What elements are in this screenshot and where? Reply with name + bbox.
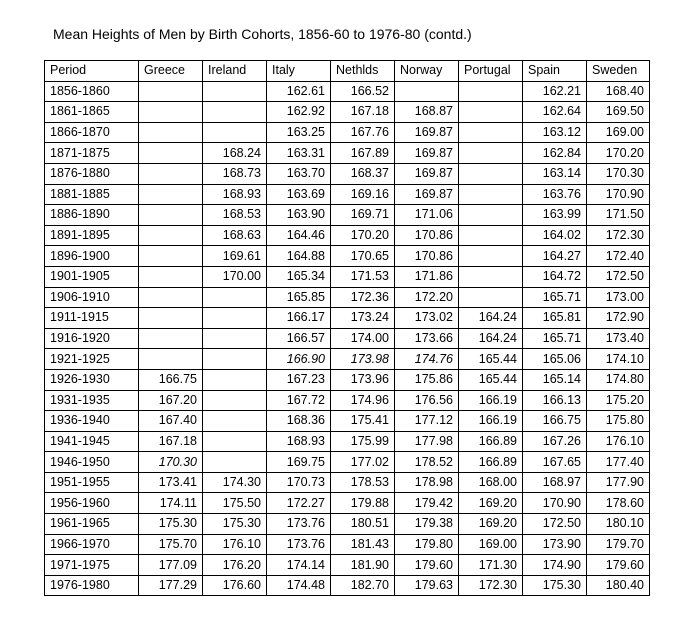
height-cell: 177.98 xyxy=(395,431,459,452)
height-cell: 168.00 xyxy=(459,472,523,493)
period-cell: 1931-1935 xyxy=(45,390,139,411)
heights-table xyxy=(44,60,650,596)
height-cell: 169.87 xyxy=(395,184,459,205)
height-cell: 169.87 xyxy=(395,143,459,164)
table-row xyxy=(45,575,650,596)
height-cell: 179.60 xyxy=(395,555,459,576)
height-cell: 175.30 xyxy=(203,514,267,535)
height-cell xyxy=(139,81,203,102)
height-cell: 168.93 xyxy=(267,431,331,452)
height-cell: 175.50 xyxy=(203,493,267,514)
height-cell xyxy=(139,184,203,205)
height-cell: 166.13 xyxy=(523,390,587,411)
height-cell: 180.40 xyxy=(587,575,650,596)
height-cell xyxy=(203,369,267,390)
height-cell xyxy=(139,266,203,287)
height-cell: 164.46 xyxy=(267,225,331,246)
height-cell: 176.20 xyxy=(203,555,267,576)
height-cell: 164.24 xyxy=(459,308,523,329)
period-cell: 1921-1925 xyxy=(45,349,139,370)
height-cell: 173.40 xyxy=(587,328,650,349)
height-cell: 173.96 xyxy=(331,369,395,390)
height-cell: 174.11 xyxy=(139,493,203,514)
height-cell: 175.99 xyxy=(331,431,395,452)
height-cell: 168.36 xyxy=(267,411,331,432)
height-cell: 176.60 xyxy=(203,575,267,596)
height-cell: 174.14 xyxy=(267,555,331,576)
height-cell: 168.93 xyxy=(203,184,267,205)
height-cell: 170.65 xyxy=(331,246,395,267)
column-header-ireland: Ireland xyxy=(203,61,267,82)
height-cell xyxy=(459,266,523,287)
period-cell: 1926-1930 xyxy=(45,369,139,390)
height-cell: 175.86 xyxy=(395,369,459,390)
height-cell xyxy=(459,81,523,102)
period-cell: 1956-1960 xyxy=(45,493,139,514)
height-cell: 167.40 xyxy=(139,411,203,432)
table-row xyxy=(45,287,650,308)
header-row xyxy=(45,61,650,82)
height-cell: 165.71 xyxy=(523,287,587,308)
height-cell: 167.18 xyxy=(139,431,203,452)
height-cell xyxy=(459,287,523,308)
height-cell: 166.90 xyxy=(267,349,331,370)
height-cell: 169.75 xyxy=(267,452,331,473)
height-cell xyxy=(459,163,523,184)
height-cell: 172.40 xyxy=(587,246,650,267)
height-cell: 163.99 xyxy=(523,205,587,226)
table-row xyxy=(45,349,650,370)
height-cell: 168.87 xyxy=(395,102,459,123)
height-cell xyxy=(459,184,523,205)
column-header-italy: Italy xyxy=(267,61,331,82)
height-cell: 167.26 xyxy=(523,431,587,452)
height-cell xyxy=(203,431,267,452)
height-cell: 168.24 xyxy=(203,143,267,164)
height-cell: 174.80 xyxy=(587,369,650,390)
height-cell: 162.92 xyxy=(267,102,331,123)
height-cell xyxy=(203,308,267,329)
height-cell: 173.41 xyxy=(139,472,203,493)
height-cell xyxy=(139,163,203,184)
period-cell: 1876-1880 xyxy=(45,163,139,184)
height-cell xyxy=(139,225,203,246)
height-cell: 170.30 xyxy=(139,452,203,473)
height-cell: 163.12 xyxy=(523,122,587,143)
period-cell: 1886-1890 xyxy=(45,205,139,226)
height-cell: 173.76 xyxy=(267,534,331,555)
height-cell xyxy=(139,349,203,370)
height-cell: 166.75 xyxy=(523,411,587,432)
height-cell xyxy=(459,102,523,123)
table-row xyxy=(45,328,650,349)
height-cell: 172.50 xyxy=(523,514,587,535)
height-cell: 165.34 xyxy=(267,266,331,287)
height-cell: 176.10 xyxy=(203,534,267,555)
height-cell: 180.10 xyxy=(587,514,650,535)
height-cell: 172.20 xyxy=(395,287,459,308)
table-row xyxy=(45,452,650,473)
height-cell: 174.48 xyxy=(267,575,331,596)
height-cell: 166.52 xyxy=(331,81,395,102)
height-cell: 169.20 xyxy=(459,493,523,514)
height-cell: 169.20 xyxy=(459,514,523,535)
height-cell: 178.98 xyxy=(395,472,459,493)
height-cell: 169.87 xyxy=(395,122,459,143)
height-cell: 172.90 xyxy=(587,308,650,329)
height-cell: 163.90 xyxy=(267,205,331,226)
column-header-period: Period xyxy=(45,61,139,82)
height-cell: 173.00 xyxy=(587,287,650,308)
height-cell: 174.76 xyxy=(395,349,459,370)
height-cell: 175.70 xyxy=(139,534,203,555)
height-cell: 175.20 xyxy=(587,390,650,411)
height-cell: 182.70 xyxy=(331,575,395,596)
height-cell: 169.16 xyxy=(331,184,395,205)
period-cell: 1971-1975 xyxy=(45,555,139,576)
height-cell: 175.80 xyxy=(587,411,650,432)
height-cell: 172.27 xyxy=(267,493,331,514)
height-cell: 165.71 xyxy=(523,328,587,349)
height-cell: 166.19 xyxy=(459,411,523,432)
height-cell: 167.18 xyxy=(331,102,395,123)
height-cell xyxy=(203,287,267,308)
height-cell: 165.81 xyxy=(523,308,587,329)
table-row xyxy=(45,246,650,267)
height-cell: 171.53 xyxy=(331,266,395,287)
height-cell xyxy=(203,81,267,102)
height-cell: 173.66 xyxy=(395,328,459,349)
height-cell: 179.60 xyxy=(587,555,650,576)
height-cell: 176.10 xyxy=(587,431,650,452)
table-row xyxy=(45,102,650,123)
height-cell: 171.50 xyxy=(587,205,650,226)
height-cell: 163.31 xyxy=(267,143,331,164)
height-cell: 175.30 xyxy=(523,575,587,596)
table-row xyxy=(45,514,650,535)
height-cell: 172.36 xyxy=(331,287,395,308)
table-row xyxy=(45,411,650,432)
period-cell: 1941-1945 xyxy=(45,431,139,452)
height-cell: 167.20 xyxy=(139,390,203,411)
period-cell: 1866-1870 xyxy=(45,122,139,143)
height-cell: 166.89 xyxy=(459,431,523,452)
height-cell: 168.63 xyxy=(203,225,267,246)
height-cell xyxy=(395,81,459,102)
height-cell xyxy=(203,349,267,370)
height-cell: 172.30 xyxy=(459,575,523,596)
height-cell xyxy=(203,122,267,143)
period-cell: 1861-1865 xyxy=(45,102,139,123)
height-cell xyxy=(139,122,203,143)
height-cell: 169.00 xyxy=(587,122,650,143)
height-cell: 179.70 xyxy=(587,534,650,555)
table-row xyxy=(45,184,650,205)
height-cell: 170.86 xyxy=(395,225,459,246)
height-cell: 178.60 xyxy=(587,493,650,514)
height-cell: 175.41 xyxy=(331,411,395,432)
height-cell xyxy=(139,308,203,329)
height-cell: 170.20 xyxy=(587,143,650,164)
height-cell: 169.61 xyxy=(203,246,267,267)
height-cell: 173.98 xyxy=(331,349,395,370)
height-cell: 168.37 xyxy=(331,163,395,184)
height-cell: 163.70 xyxy=(267,163,331,184)
height-cell: 177.02 xyxy=(331,452,395,473)
height-cell: 173.24 xyxy=(331,308,395,329)
height-cell: 163.76 xyxy=(523,184,587,205)
height-cell: 164.02 xyxy=(523,225,587,246)
height-cell: 168.73 xyxy=(203,163,267,184)
height-cell: 169.00 xyxy=(459,534,523,555)
table-row xyxy=(45,493,650,514)
table-row xyxy=(45,555,650,576)
height-cell: 164.27 xyxy=(523,246,587,267)
height-cell: 168.97 xyxy=(523,472,587,493)
height-cell: 169.87 xyxy=(395,163,459,184)
height-cell: 169.50 xyxy=(587,102,650,123)
table-row xyxy=(45,163,650,184)
height-cell: 172.30 xyxy=(587,225,650,246)
height-cell: 170.73 xyxy=(267,472,331,493)
column-header-spain: Spain xyxy=(523,61,587,82)
height-cell: 168.53 xyxy=(203,205,267,226)
height-cell xyxy=(203,411,267,432)
height-cell: 164.88 xyxy=(267,246,331,267)
height-cell: 168.40 xyxy=(587,81,650,102)
height-cell: 174.96 xyxy=(331,390,395,411)
height-cell: 166.75 xyxy=(139,369,203,390)
period-cell: 1911-1915 xyxy=(45,308,139,329)
height-cell: 167.89 xyxy=(331,143,395,164)
height-cell: 178.52 xyxy=(395,452,459,473)
table-row xyxy=(45,369,650,390)
period-cell: 1901-1905 xyxy=(45,266,139,287)
height-cell: 165.44 xyxy=(459,349,523,370)
height-cell: 166.89 xyxy=(459,452,523,473)
height-cell: 174.90 xyxy=(523,555,587,576)
height-cell xyxy=(139,246,203,267)
period-cell: 1896-1900 xyxy=(45,246,139,267)
height-cell: 174.10 xyxy=(587,349,650,370)
column-header-sweden: Sweden xyxy=(587,61,650,82)
height-cell: 173.02 xyxy=(395,308,459,329)
height-cell: 179.88 xyxy=(331,493,395,514)
height-cell: 162.64 xyxy=(523,102,587,123)
column-header-greece: Greece xyxy=(139,61,203,82)
height-cell: 162.84 xyxy=(523,143,587,164)
period-cell: 1916-1920 xyxy=(45,328,139,349)
height-cell: 179.42 xyxy=(395,493,459,514)
height-cell: 174.00 xyxy=(331,328,395,349)
height-cell: 170.90 xyxy=(587,184,650,205)
height-cell: 163.69 xyxy=(267,184,331,205)
table-row xyxy=(45,431,650,452)
height-cell: 166.19 xyxy=(459,390,523,411)
height-cell xyxy=(139,102,203,123)
height-cell xyxy=(139,328,203,349)
period-cell: 1871-1875 xyxy=(45,143,139,164)
period-cell: 1946-1950 xyxy=(45,452,139,473)
height-cell: 170.86 xyxy=(395,246,459,267)
height-cell xyxy=(139,205,203,226)
height-cell: 165.44 xyxy=(459,369,523,390)
height-cell: 162.61 xyxy=(267,81,331,102)
height-cell: 176.56 xyxy=(395,390,459,411)
period-cell: 1936-1940 xyxy=(45,411,139,432)
height-cell: 180.51 xyxy=(331,514,395,535)
height-cell xyxy=(459,246,523,267)
height-cell xyxy=(459,225,523,246)
table-row xyxy=(45,534,650,555)
period-cell: 1856-1860 xyxy=(45,81,139,102)
period-cell: 1891-1895 xyxy=(45,225,139,246)
height-cell: 172.50 xyxy=(587,266,650,287)
period-cell: 1966-1970 xyxy=(45,534,139,555)
height-cell: 181.90 xyxy=(331,555,395,576)
height-cell: 167.72 xyxy=(267,390,331,411)
height-cell: 166.17 xyxy=(267,308,331,329)
height-cell: 171.30 xyxy=(459,555,523,576)
height-cell: 163.14 xyxy=(523,163,587,184)
height-cell xyxy=(459,205,523,226)
height-cell: 177.09 xyxy=(139,555,203,576)
height-cell: 170.90 xyxy=(523,493,587,514)
height-cell: 170.20 xyxy=(331,225,395,246)
table-row xyxy=(45,308,650,329)
height-cell xyxy=(139,143,203,164)
height-cell xyxy=(203,102,267,123)
height-cell xyxy=(203,328,267,349)
height-cell: 177.29 xyxy=(139,575,203,596)
table-row xyxy=(45,390,650,411)
height-cell xyxy=(459,122,523,143)
table-row xyxy=(45,81,650,102)
height-cell: 179.63 xyxy=(395,575,459,596)
height-cell xyxy=(203,452,267,473)
height-cell: 177.12 xyxy=(395,411,459,432)
height-cell: 163.25 xyxy=(267,122,331,143)
height-cell: 164.24 xyxy=(459,328,523,349)
height-cell xyxy=(139,287,203,308)
table-row xyxy=(45,143,650,164)
period-cell: 1951-1955 xyxy=(45,472,139,493)
height-cell: 170.00 xyxy=(203,266,267,287)
height-cell: 174.30 xyxy=(203,472,267,493)
table-row xyxy=(45,205,650,226)
height-cell: 165.06 xyxy=(523,349,587,370)
column-header-norway: Norway xyxy=(395,61,459,82)
table-row xyxy=(45,472,650,493)
page-title: Mean Heights of Men by Birth Cohorts, 1856-60 to 1976-80 (contd.) xyxy=(53,26,472,42)
period-cell: 1976-1980 xyxy=(45,575,139,596)
height-cell: 173.76 xyxy=(267,514,331,535)
height-cell: 171.86 xyxy=(395,266,459,287)
height-cell: 179.80 xyxy=(395,534,459,555)
height-cell: 181.43 xyxy=(331,534,395,555)
height-cell: 170.30 xyxy=(587,163,650,184)
height-cell: 166.57 xyxy=(267,328,331,349)
height-cell: 167.76 xyxy=(331,122,395,143)
column-header-portugal: Portugal xyxy=(459,61,523,82)
height-cell: 177.40 xyxy=(587,452,650,473)
height-cell: 169.71 xyxy=(331,205,395,226)
height-cell: 167.23 xyxy=(267,369,331,390)
height-cell: 175.30 xyxy=(139,514,203,535)
height-cell: 179.38 xyxy=(395,514,459,535)
table-row xyxy=(45,266,650,287)
column-header-netherlands: Nethlds xyxy=(331,61,395,82)
height-cell: 165.85 xyxy=(267,287,331,308)
table-row xyxy=(45,225,650,246)
height-cell xyxy=(459,143,523,164)
height-cell xyxy=(203,390,267,411)
period-cell: 1881-1885 xyxy=(45,184,139,205)
height-cell: 177.90 xyxy=(587,472,650,493)
height-cell: 171.06 xyxy=(395,205,459,226)
table-row xyxy=(45,122,650,143)
height-cell: 167.65 xyxy=(523,452,587,473)
height-cell: 162.21 xyxy=(523,81,587,102)
height-cell: 173.90 xyxy=(523,534,587,555)
height-cell: 165.14 xyxy=(523,369,587,390)
period-cell: 1906-1910 xyxy=(45,287,139,308)
height-cell: 178.53 xyxy=(331,472,395,493)
height-cell: 164.72 xyxy=(523,266,587,287)
period-cell: 1961-1965 xyxy=(45,514,139,535)
